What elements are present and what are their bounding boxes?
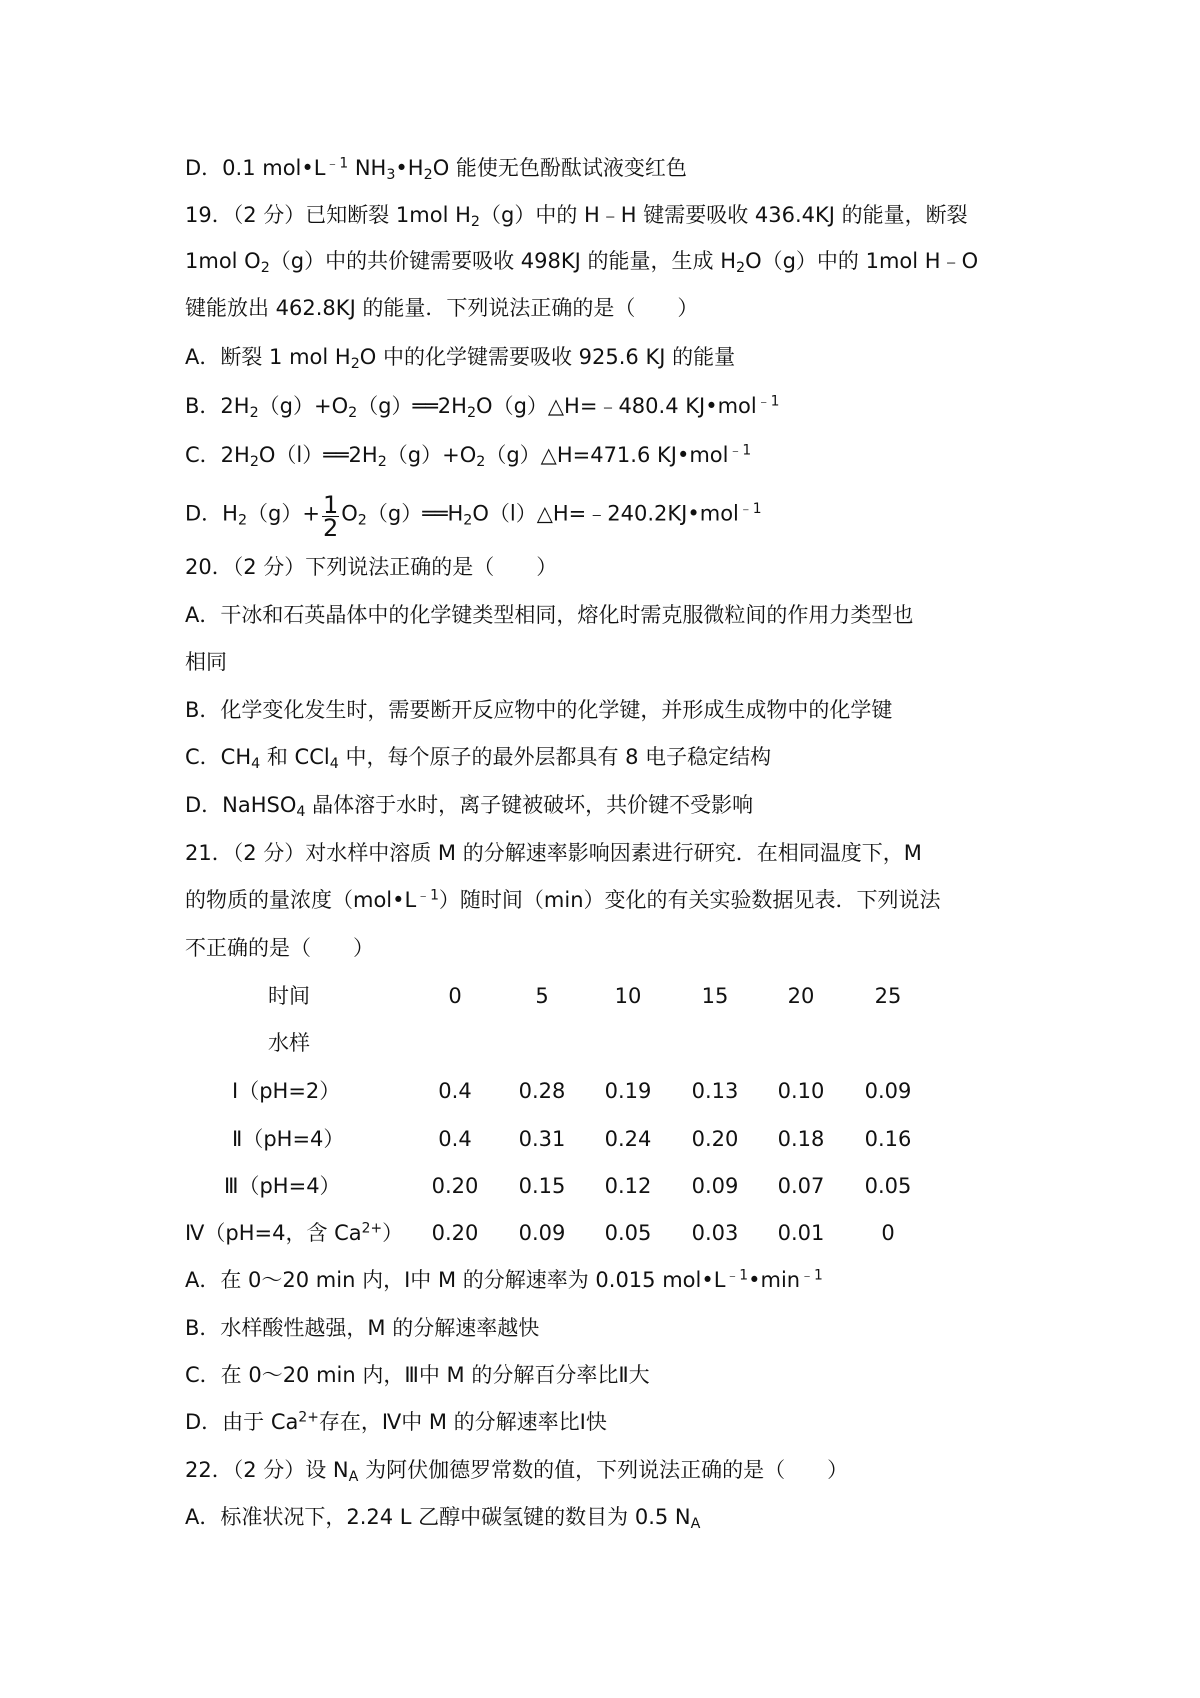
q21-option-c: C．在 0～20 min 内，Ⅲ中 M 的分解百分率比Ⅱ大 <box>185 1363 650 1387</box>
table-row-label: Ⅳ（pH=4，含 $Ca^{2+}$） <box>185 1220 404 1245</box>
table-cell: 0.16 <box>864 1127 912 1151</box>
table-cell: 0.12 <box>604 1174 652 1198</box>
q21-stem-line3: 不正确的是（ ） <box>185 936 374 960</box>
table-cell: 0 <box>881 1221 895 1245</box>
table-time-cell: 25 <box>874 984 902 1008</box>
table-cell: 0.4 <box>438 1079 472 1103</box>
q21-option-d: D．由于 $Ca^{2+}$存在，Ⅳ中 M 的分解速率比Ⅰ快 <box>185 1409 607 1434</box>
table-header-sample: 水样 <box>268 1031 310 1055</box>
table-row-label: Ⅲ（pH=4） <box>224 1174 341 1198</box>
table-cell: 0.01 <box>777 1221 825 1245</box>
table-cell: 0.05 <box>864 1174 912 1198</box>
q19-option-d: D．$H_2(g)+$ $\frac{1}{2}$ $O_2(g)══H_2O(l)\triangle H=﹣240.2KJ•mol^{﹣1}$ <box>185 491 762 542</box>
table-cell: 0.10 <box>777 1079 825 1103</box>
table-time-cell: 15 <box>701 984 729 1008</box>
q20-option-b: B．化学变化发生时，需要断开反应物中的化学键，并形成生成物中的化学键 <box>185 698 893 722</box>
table-time-cell: 20 <box>787 984 815 1008</box>
q21-stem-line2: 的物质的量浓度$(mol•L^{﹣1})$随时间（min）变化的有关实验数据见表．下列说法 <box>185 887 941 912</box>
table-time-cell: 0 <box>448 984 462 1008</box>
q19-option-a: A．断裂 1 mol $H_2O$ 中的化学键需要吸收 925.6 KJ 的能量 <box>185 345 736 372</box>
q19-stem-line2: 1mol $O_2(g)$中的共价键需要吸收 498KJ 的能量，生成 $H_2O(g)$中的 1mol H﹣O <box>185 249 979 276</box>
table-cell: 0.07 <box>777 1174 825 1198</box>
q21-option-b: B．水样酸性越强，M 的分解速率越快 <box>185 1316 540 1340</box>
table-cell: 0.13 <box>691 1079 739 1103</box>
table-time-cell: 5 <box>535 984 549 1008</box>
q19-option-b: B．$2H_2(g)+O_2(g)══2H_2O(g)\triangle H=﹣480.4$ KJ•mol$^{﹣1}$ <box>185 393 780 421</box>
table-cell: 0.09 <box>691 1174 739 1198</box>
table-header-time: 时间 <box>268 984 310 1008</box>
fraction-one-half: $\frac{1}{2}$ <box>322 491 339 542</box>
q19-stem-line3: 键能放出 462.8KJ 的能量．下列说法正确的是（ ） <box>185 296 699 320</box>
table-cell: 0.15 <box>518 1174 566 1198</box>
table-time-cell: 10 <box>614 984 642 1008</box>
q20-stem: 20．（2 分）下列说法正确的是（ ） <box>185 555 558 579</box>
table-cell: 0.09 <box>864 1079 912 1103</box>
q20-option-a-line1: A．干冰和石英晶体中的化学键类型相同，熔化时需克服微粒间的作用力类型也 <box>185 603 914 627</box>
table-cell: 0.05 <box>604 1221 652 1245</box>
table-cell: 0.4 <box>438 1127 472 1151</box>
q22-stem: 22．（2 分）设 $N_A$ 为阿伏伽德罗常数的值，下列说法正确的是（ ） <box>185 1458 849 1485</box>
table-row-label: Ⅰ（pH=2） <box>232 1079 341 1103</box>
table-cell: 0.28 <box>518 1079 566 1103</box>
table-row-label: Ⅱ（pH=4） <box>232 1127 345 1151</box>
q21-stem-line1: 21．（2 分）对水样中溶质 M 的分解速率影响因素进行研究．在相同温度下，M <box>185 841 922 865</box>
q22-option-a: A．标准状况下，2.24 L 乙醇中碳氢键的数目为 0.5 $N_A$ <box>185 1505 701 1532</box>
table-cell: 0.24 <box>604 1127 652 1151</box>
table-cell: 0.03 <box>691 1221 739 1245</box>
q19-option-c: C．$2H_2O(l)══2H_2(g)+O_2(g)\triangle H=471.6$ KJ•mol$^{﹣1}$ <box>185 442 752 470</box>
table-cell: 0.20 <box>691 1127 739 1151</box>
table-cell: 0.18 <box>777 1127 825 1151</box>
table-cell: 0.20 <box>431 1174 479 1198</box>
q21-option-a: A．在 0～20 min 内，Ⅰ中 M 的分解速率为 0.015 $mol•L^{﹣1}•\min^{﹣1}$ <box>185 1267 823 1292</box>
table-cell: 0.09 <box>518 1221 566 1245</box>
q20-option-c: C．$CH_4$ 和 CCl$_4$ 中，每个原子的最外层都具有 8 电子稳定结构 <box>185 745 772 772</box>
q19-stem-line1: 19．（2 分）已知断裂 1mol $H_2(g)$中的 H﹣H 键需要吸收 436.4KJ 的能量，断裂 <box>185 203 968 230</box>
q18-option-d: D．0.1 $mol•L^{﹣1}$ $NH_3•H_2O$ 能使无色酚酞试液变红色 <box>185 155 687 183</box>
table-cell: 0.19 <box>604 1079 652 1103</box>
q20-option-d: D．NaHSO$_4$ 晶体溶于水时，离子键被破坏，共价键不受影响 <box>185 793 754 820</box>
table-cell: 0.31 <box>518 1127 566 1151</box>
q20-option-a-line2: 相同 <box>185 650 227 674</box>
table-cell: 0.20 <box>431 1221 479 1245</box>
